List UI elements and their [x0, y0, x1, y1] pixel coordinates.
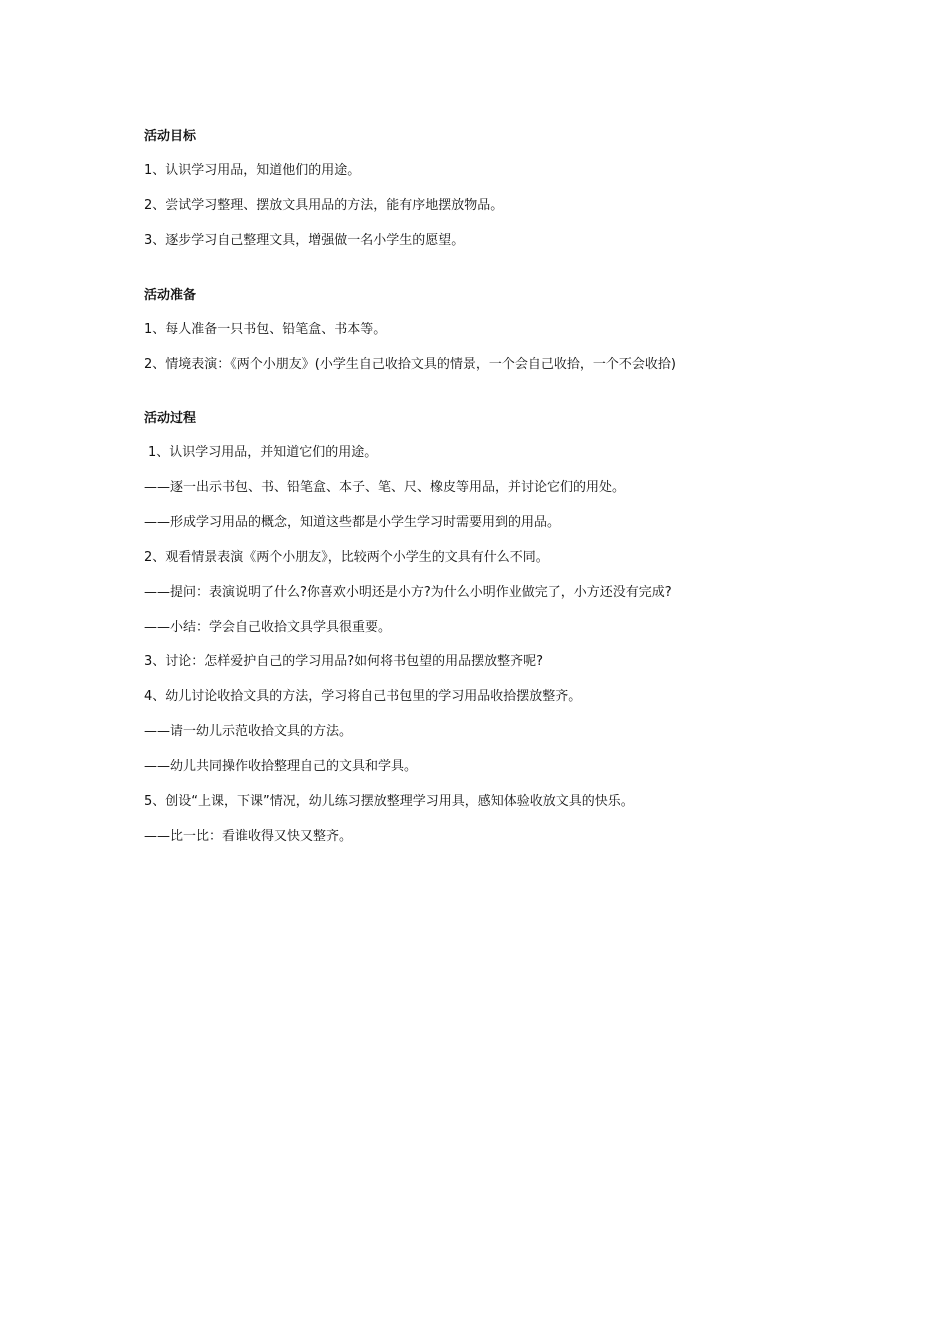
- process-line-5: ——提问：表演说明了什么?你喜欢小明还是小方?为什么小明作业做完了，小方还没有完成?: [144, 585, 672, 600]
- process-line-1: 1、认识学习用品，并知道它们的用途。: [148, 445, 378, 460]
- section-heading-goals: 活动目标: [144, 129, 197, 144]
- process-line-12: ——比一比：看谁收得又快又整齐。: [144, 829, 353, 844]
- section-heading-process: 活动过程: [144, 411, 197, 426]
- process-line-8: 4、幼儿讨论收拾文具的方法，学习将自己书包里的学习用品收拾摆放整齐。: [144, 689, 582, 704]
- preparation-line-2: 2、情境表演：《两个小朋友》(小学生自己收拾文具的情景，一个会自己收拾，一个不会收拾): [144, 357, 676, 372]
- goal-line-3: 3、逐步学习自己整理文具，增强做一名小学生的愿望。: [144, 233, 465, 248]
- process-line-9: ——请一幼儿示范收拾文具的方法。: [144, 724, 353, 739]
- process-line-6: ——小结：学会自己收拾文具学具很重要。: [144, 620, 392, 635]
- goal-line-2: 2、尝试学习整理、摆放文具用品的方法，能有序地摆放物品。: [144, 198, 504, 213]
- process-line-10: ——幼儿共同操作收拾整理自己的文具和学具。: [144, 759, 418, 774]
- goal-line-1: 1、认识学习用品，知道他们的用途。: [144, 163, 361, 178]
- process-line-11: 5、创设“上课，下课”情况，幼儿练习摆放整理学习用具，感知体验收放文具的快乐。: [144, 794, 634, 809]
- process-line-7: 3、讨论：怎样爱护自己的学习用品?如何将书包望的用品摆放整齐呢?: [144, 654, 544, 669]
- section-heading-preparation: 活动准备: [144, 288, 197, 303]
- process-line-4: 2、观看情景表演《两个小朋友》，比较两个小学生的文具有什么不同。: [144, 550, 549, 565]
- process-line-3: ——形成学习用品的概念，知道这些都是小学生学习时需要用到的用品。: [144, 515, 561, 530]
- preparation-line-1: 1、每人准备一只书包、铅笔盒、书本等。: [144, 322, 387, 337]
- process-line-2: ——逐一出示书包、书、铅笔盒、本子、笔、尺、橡皮等用品，并讨论它们的用处。: [144, 480, 626, 495]
